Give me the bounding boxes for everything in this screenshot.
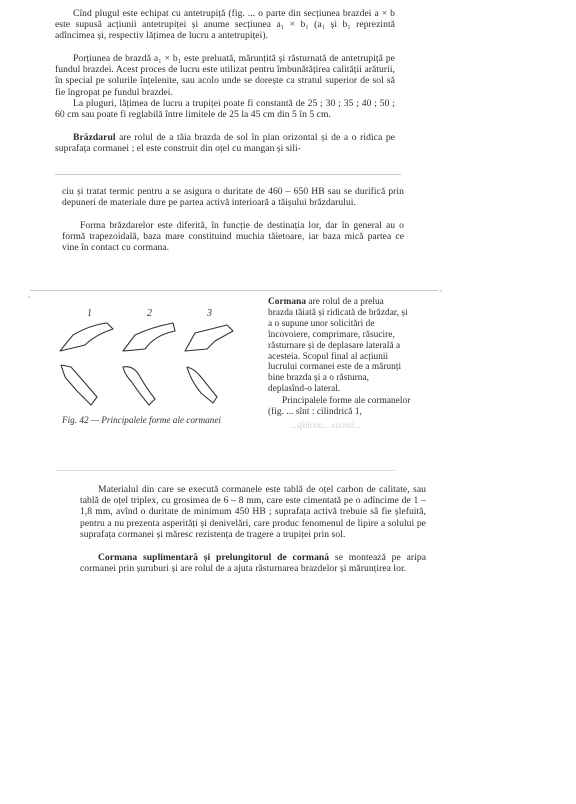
paragraph-cormana [268, 297, 408, 395]
paragraph-forme-cormane: Principalele forme ale cormanelor (fig. ... sînt : cilindrică 1, [268, 396, 411, 417]
term-cormana-suplimentara: Cormana suplimentară și prelungitorul de cormană [98, 552, 330, 563]
cormana-suplimentara-text: se montează pe aripa cormanei prin șuruburi și are rolul de a ajuta răsturnarea brazdelor și mărunțirea lor. [80, 552, 426, 575]
scan-speck [28, 296, 30, 298]
paragraph-latime-lucru: La pluguri, lățimea de lucru a trupiței poate fi constantă de 25 ; 30 ; 35 ; 40 ; 50 ; 60 cm sau poate fi reglabilă între limitele de 25 la 45 cm din 5 în 5 cm. [55, 98, 395, 121]
paragraph-portiunea-brazda: Porțiunea de brazdă a₁ × b₁ este preluată, mărunțită și răsturnată de antetrupiță pe fundul brazdei. Acest proces de lucru este utilizat pentru îmbunătățirea calității arăturii, în special pe solurile înțelenite, sau acolo unde se dorește ca stratul superior de sol să fie îngropat pe fundul brazdei. [55, 53, 395, 98]
paragraph-forma-brazdarelor: Forma brăzdarelor este diferită, în funcție de destinația lor, dar în general au o formă trapezoidală, baza mare constituind muchia tăietoare, iar baza mică partea ce vine în contact cu cormana. [62, 220, 404, 254]
paragraph-material-cormane: Materialul din care se execută cormanele este tablă de oțel carbon de calitate, sau tablă de oțel triplex, cu grosimea de 6 – 8 mm, care este cimentată pe o adîncime de 1 – 1,8 mm, avînd o duritate de minimum 450 HB ; suprafața activă trebuie să fie șlefuită, pentru a nu prezenta asperități și denivelări, care produc fenomenul de lipire a solului pe suprafața cormanei și măresc rezistența de tragere a trupiței prin sol. [80, 484, 426, 540]
paragraph-cormana-suplimentara [80, 552, 426, 574]
cormana-side-view-1 [60, 323, 113, 351]
cormana-plan-view-1 [61, 365, 97, 405]
figure-number-3: 3 [207, 308, 212, 319]
paragraph-tratament-termic: ciu și tratat termic pentru a se asigura o duritate de 460 – 650 HB sau se durifică prin depuneri de materiale dure pe partea activă interioară a tăișului brăzdarului. [62, 186, 404, 209]
figure-number-1: 1 [87, 308, 92, 319]
cormana-text: are rolul de a prelua brazda tăiată și ridicată de brăzdar, și a o supune unor solicitări de încovoiere, comprimare, răsucire, răsturnare și de deplasare laterală a acesteia. Scopul final al acțiunii lucrului cormanei este de a mărunți bine brazda și a o răsturna, deplasînd-o lateral. [268, 297, 408, 395]
bleed-through-text: ...sfalcoa... cu/mil... [290, 420, 361, 430]
cormana-plan-view-3 [187, 367, 217, 403]
section-divider [55, 174, 401, 175]
scan-speck [440, 290, 442, 292]
cormana-shapes-drawing [55, 305, 265, 413]
term-cormana: Cormana [268, 297, 307, 307]
brazdarul-text: are rolul de a tăia brazda de sol în plan orizontal și de a o ridica pe suprafața cormanei ; el este construit din oțel cu mangan și sili- [55, 132, 395, 155]
section-divider [55, 470, 395, 471]
term-brazdarul: Brăzdarul [73, 132, 116, 143]
cormana-side-view-3 [185, 325, 233, 351]
figure-caption: Fig. 42 — Principalele forme ale cormanei [62, 415, 221, 425]
section-divider [30, 290, 438, 291]
cormana-side-view-2 [123, 323, 175, 351]
cormana-figure [55, 305, 265, 413]
paragraph-brazdarul [55, 132, 395, 154]
figure-number-2: 2 [147, 308, 152, 319]
paragraph-antetrupita: Cînd plugul este echipat cu antetrupiță (fig. ... o parte din secțiunea brazdei a × b este supusă acțiunii antetrupiței și anume secțiunea a₁ × b₁ (a₁ și b₁ reprezintă adîncimea și, respectiv lățimea de lucru a antetrupiței). [55, 8, 395, 42]
cormana-plan-view-2 [123, 367, 155, 405]
